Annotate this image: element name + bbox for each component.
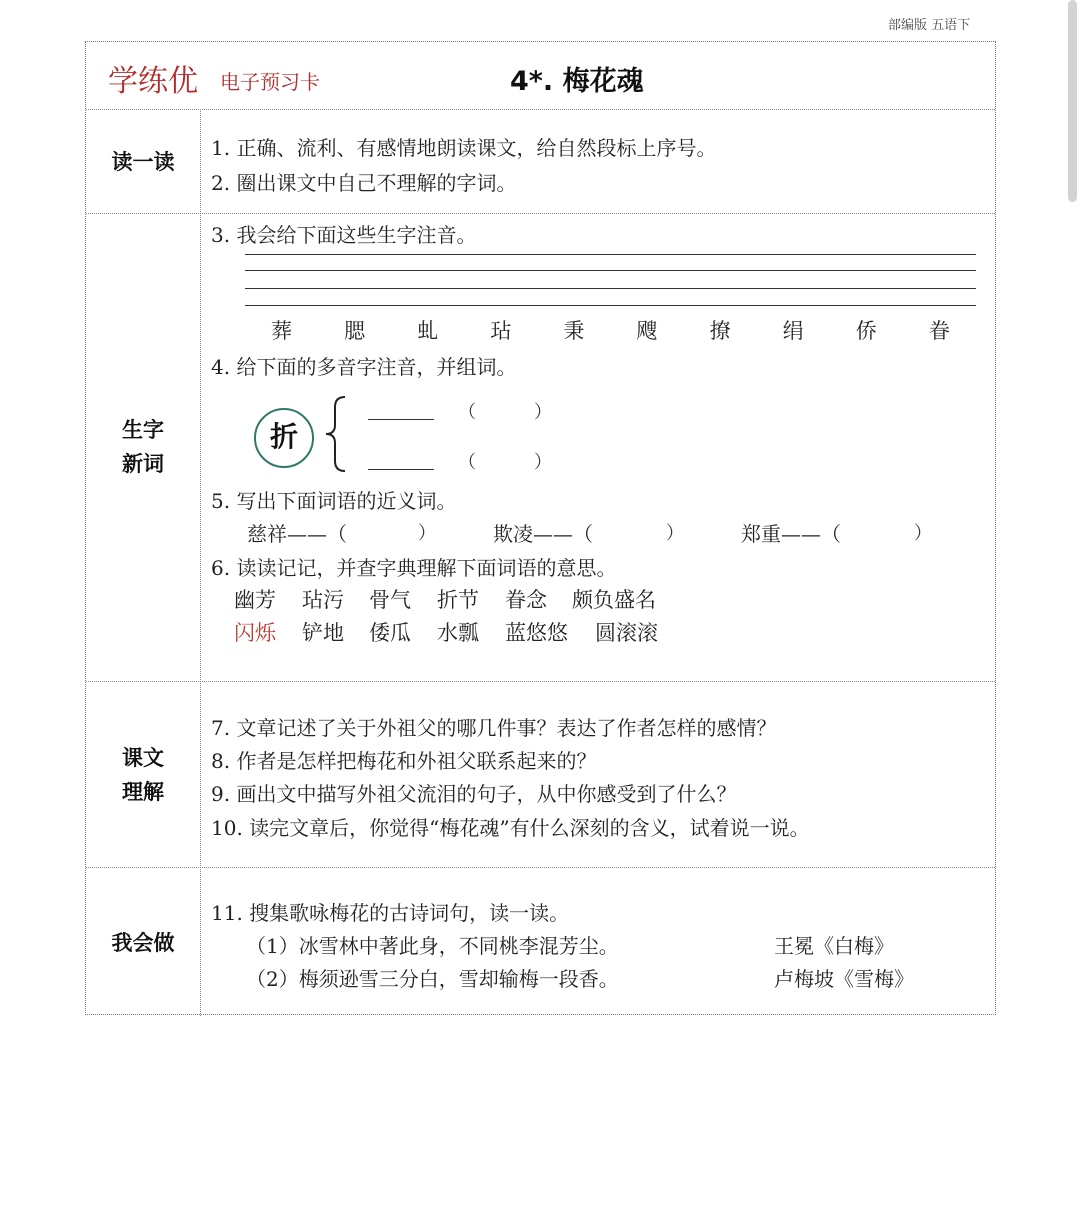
brand-name: 学练优	[108, 64, 198, 99]
section-label-practice: 我会做	[111, 931, 175, 955]
paren-close: ）	[914, 523, 932, 544]
pinyin-line	[245, 270, 976, 271]
vocab-word: 蓝悠悠	[505, 621, 568, 645]
paren-close: ）	[534, 452, 552, 473]
character: 侨	[855, 319, 877, 343]
vocab-word: 水瓢	[437, 621, 479, 645]
vocab-word: 圆滚滚	[595, 621, 658, 645]
paren-open: （	[458, 452, 476, 473]
synonym-item: 郑重——（	[741, 522, 841, 546]
character: 眷	[928, 319, 950, 343]
character: 飕	[636, 319, 658, 343]
character: 虬	[417, 319, 439, 343]
poem-line: （1）冰雪林中著此身，不同桃李混芳尘。	[246, 934, 619, 958]
question-3: 3. 我会给下面这些生字注音。	[211, 223, 477, 247]
character: 秉	[563, 319, 585, 343]
character: 葬	[271, 319, 293, 343]
question-10: 10. 读完文章后，你觉得“梅花魂”有什么深刻的含义，试着说一说。	[211, 816, 810, 840]
section-label-vocab-line1: 生字	[122, 418, 164, 442]
poem-author: 卢梅坡《雪梅》	[774, 967, 914, 991]
pinyin-line	[245, 254, 976, 255]
polyphone-character: 折	[254, 408, 314, 468]
answer-blank[interactable]	[368, 469, 434, 470]
section-label-comprehension	[86, 741, 200, 809]
vocab-word: 玷污	[302, 588, 344, 612]
read-item-1: 1. 正确、流利、有感情地朗读课文，给自然段标上序号。	[211, 136, 717, 160]
character: 腮	[344, 319, 366, 343]
divider	[86, 213, 995, 214]
question-5: 5. 写出下面词语的近义词。	[211, 489, 457, 513]
character-list	[245, 315, 976, 345]
question-11: 11. 搜集歌咏梅花的古诗词句，读一读。	[211, 901, 570, 925]
paren-close: ）	[666, 523, 684, 544]
paren-open: （	[458, 402, 476, 423]
section-label-vocab-line2: 新词	[122, 452, 164, 476]
paren-close: ）	[418, 523, 436, 544]
answer-blank[interactable]	[368, 419, 434, 420]
character: 绢	[782, 319, 804, 343]
divider	[86, 109, 995, 110]
vocab-word: 铲地	[302, 621, 344, 645]
scrollbar-thumb[interactable]	[1068, 0, 1077, 202]
synonym-item: 欺凌——（	[493, 522, 593, 546]
section-label-vocab	[86, 413, 200, 481]
pinyin-line	[245, 305, 976, 306]
poem-author: 王冕《白梅》	[774, 934, 894, 958]
synonym-item: 慈祥——（	[247, 522, 347, 546]
section-label-comprehension-line2: 理解	[122, 780, 164, 804]
divider	[86, 681, 995, 682]
section-label-comprehension-line1: 课文	[122, 746, 164, 770]
question-4: 4. 给下面的多音字注音，并组词。	[211, 355, 517, 379]
character: 玷	[490, 319, 512, 343]
poem-line: （2）梅须逊雪三分白，雪却输梅一段香。	[246, 967, 619, 991]
question-7: 7. 文章记述了关于外祖父的哪几件事？表达了作者怎样的感情？	[211, 716, 777, 740]
page-header-note: 部编版 五语下	[888, 18, 971, 33]
column-divider	[200, 109, 201, 1016]
vocab-word-highlighted: 闪烁	[234, 621, 276, 645]
character: 撩	[709, 319, 731, 343]
vocab-word: 骨气	[369, 588, 411, 612]
brace-icon	[323, 395, 349, 473]
vocab-word: 折节	[437, 588, 479, 612]
question-6: 6. 读读记记，并查字典理解下面词语的意思。	[211, 556, 617, 580]
read-item-2: 2. 圈出课文中自己不理解的字词。	[211, 171, 517, 195]
question-9: 9. 画出文中描写外祖父流泪的句子，从中你感受到了什么？	[211, 782, 737, 806]
section-label-read: 读一读	[111, 150, 175, 174]
scrollbar[interactable]	[1066, 0, 1080, 1230]
vocab-word: 颇负盛名	[572, 588, 656, 612]
pinyin-line	[245, 288, 976, 289]
vocab-word: 倭瓜	[369, 621, 411, 645]
preview-card	[85, 41, 996, 1015]
brand-subtitle: 电子预习卡	[220, 70, 320, 94]
vocab-word: 眷念	[505, 588, 547, 612]
vocab-word: 幽芳	[234, 588, 276, 612]
paren-close: ）	[534, 402, 552, 423]
question-8: 8. 作者是怎样把梅花和外祖父联系起来的？	[211, 749, 597, 773]
divider	[86, 867, 995, 868]
lesson-title: 4*. 梅花魂	[510, 66, 644, 97]
